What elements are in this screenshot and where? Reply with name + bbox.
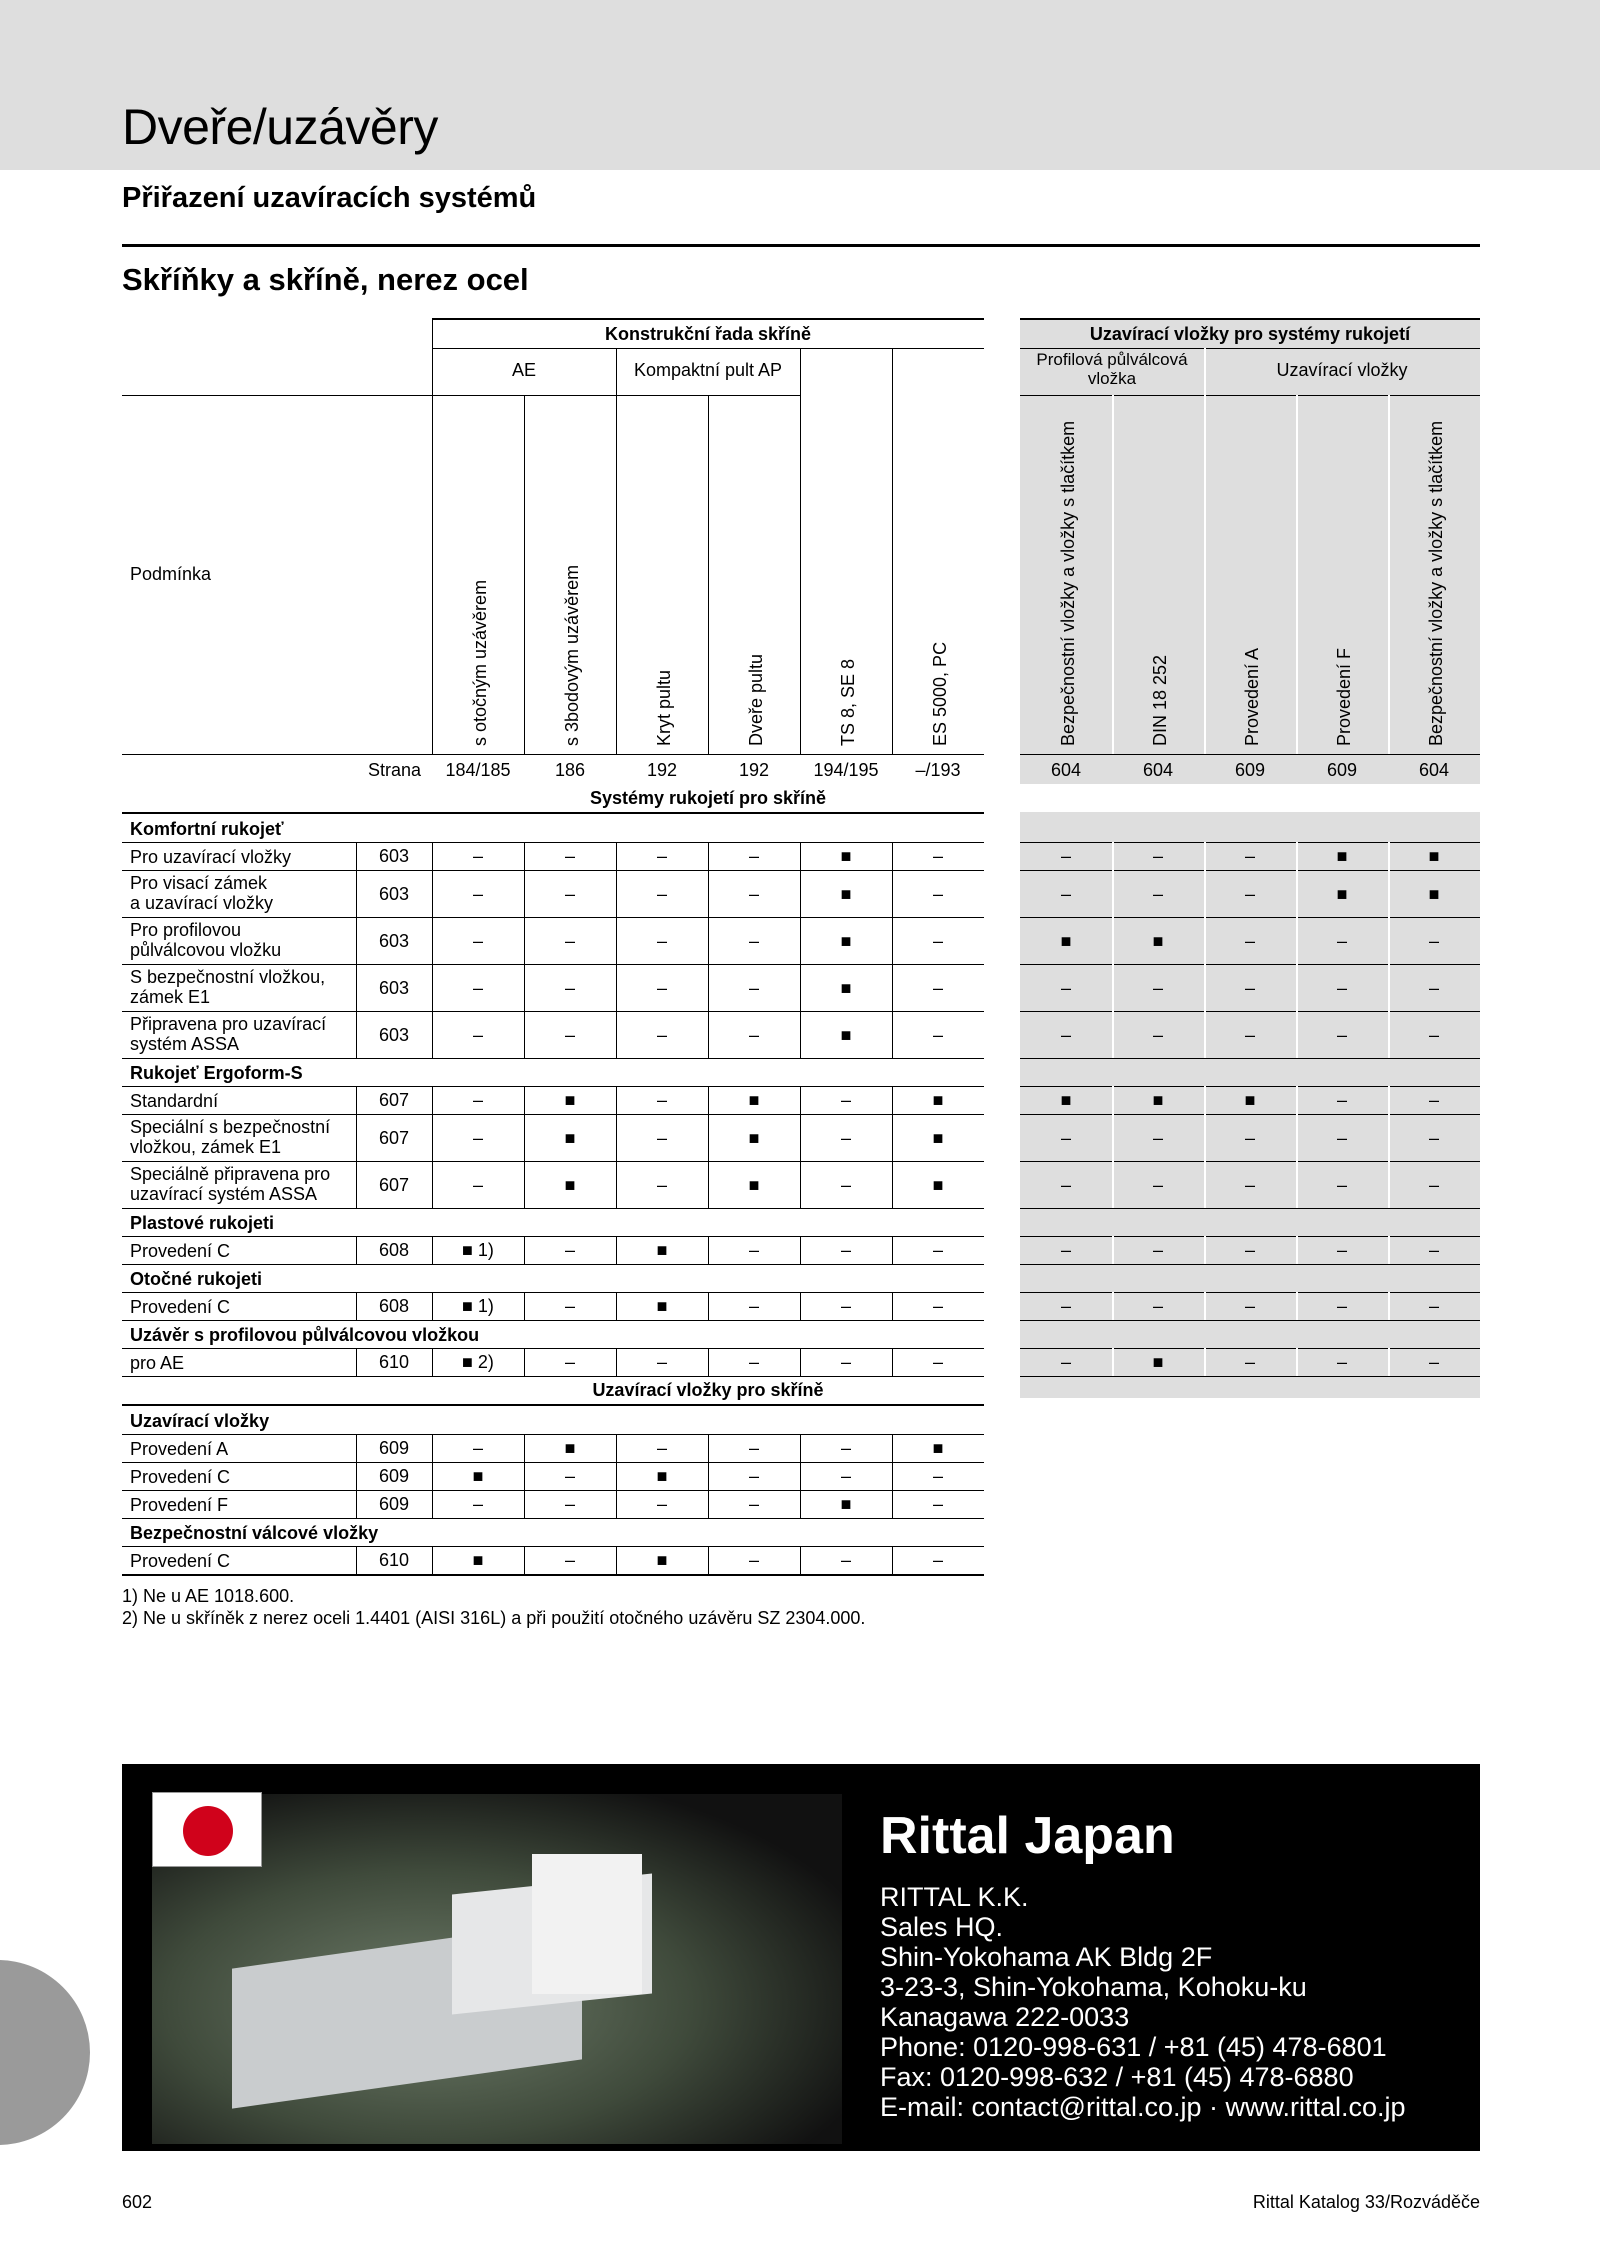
cell-value: – xyxy=(472,883,483,904)
row-page: 603 xyxy=(378,846,410,866)
subheader-vlozky: Uzavírací vložky xyxy=(1276,360,1408,380)
cell-value: – xyxy=(932,930,943,951)
table-rule xyxy=(122,1086,984,1087)
table-vrule xyxy=(616,395,617,754)
cell-value: – xyxy=(472,1174,483,1195)
row-page: 610 xyxy=(378,1550,410,1570)
cell-value: ■ xyxy=(840,1024,852,1045)
row-label: Pro profilovou půlválcovou vložku xyxy=(130,920,282,961)
table-rule xyxy=(1020,318,1480,320)
cell-value: – xyxy=(1244,930,1255,951)
cell-value: ■ xyxy=(656,1466,668,1486)
cell-value: – xyxy=(656,930,667,951)
row-rule xyxy=(122,917,984,918)
cell-value: ■ xyxy=(840,977,852,998)
table-rule xyxy=(122,1434,984,1435)
cell-value: – xyxy=(564,846,575,866)
page-tab-marker xyxy=(0,1960,90,2145)
cell-value: – xyxy=(1244,883,1255,904)
cell-value: ■ xyxy=(932,1090,944,1110)
column-header: Provedení A xyxy=(1242,647,1262,746)
cell-divider xyxy=(1112,395,1114,754)
cell-value: – xyxy=(1060,1174,1071,1195)
table-vrule xyxy=(432,318,433,754)
cell-value: – xyxy=(748,1438,759,1458)
cell-value: ■ xyxy=(1152,1352,1164,1372)
cell-value: ■ xyxy=(564,1174,576,1195)
cell-value: – xyxy=(656,1174,667,1195)
row-label: Provedení A xyxy=(130,1439,229,1459)
rittal-japan-banner xyxy=(122,1764,1480,2151)
cell-value: – xyxy=(1336,1296,1347,1316)
row-label: pro AE xyxy=(130,1353,185,1373)
cell-value: – xyxy=(748,846,759,866)
row-label: Provedení C xyxy=(130,1551,231,1571)
cell-value: – xyxy=(1152,1024,1163,1045)
cell-value: ■ xyxy=(564,1438,576,1458)
row-rule xyxy=(1020,1348,1480,1349)
cell-value: ■ xyxy=(840,846,852,866)
row-rule xyxy=(1020,1086,1480,1087)
table-rule xyxy=(432,318,984,320)
group-label: Uzavírací vložky xyxy=(130,1411,270,1431)
row-page: 608 xyxy=(378,1240,410,1260)
cell-value: – xyxy=(1336,1240,1347,1260)
cell-value: – xyxy=(656,1024,667,1045)
cell-value: – xyxy=(840,1127,851,1148)
table-rule xyxy=(122,1574,984,1576)
cell-value: – xyxy=(840,1296,851,1316)
cell-value: – xyxy=(1336,1127,1347,1148)
cell-value: ■ xyxy=(840,883,852,904)
cell-value: ■ xyxy=(656,1296,668,1316)
cell-value: – xyxy=(932,977,943,998)
page-ref: 604 xyxy=(1050,760,1082,780)
row-rule xyxy=(122,1114,984,1115)
cell-value: – xyxy=(1060,977,1071,998)
cell-value: – xyxy=(1428,977,1439,998)
cell-value: ■ xyxy=(472,1466,484,1486)
row-rule xyxy=(122,1208,984,1209)
cell-value: – xyxy=(840,1466,851,1486)
cell-value: – xyxy=(1152,1127,1163,1148)
cell-value: – xyxy=(932,1466,943,1486)
section-title: Skříňky a skříně, nerez ocel xyxy=(122,262,529,297)
column-header: ES 5000, PC xyxy=(930,641,950,746)
table-vrule xyxy=(708,395,709,754)
cell-value: – xyxy=(564,1296,575,1316)
row-label: Provedení C xyxy=(130,1297,231,1317)
cell-value: – xyxy=(564,1240,575,1260)
banner-line: Phone: 0120-998-631 / +81 (45) 478-6801 xyxy=(880,2032,1387,2062)
row-rule xyxy=(122,1462,984,1463)
row-label: Provedení F xyxy=(130,1495,229,1515)
cell-value: – xyxy=(656,1438,667,1458)
cell-value: – xyxy=(656,977,667,998)
column-header: Dveře pultu xyxy=(746,653,766,746)
cell-value: – xyxy=(932,846,943,866)
cell-value: – xyxy=(564,1494,575,1514)
cell-value: – xyxy=(564,883,575,904)
cell-value: – xyxy=(1152,1174,1163,1195)
table-rule xyxy=(122,754,432,755)
cell-value: – xyxy=(932,1240,943,1260)
group-label: Rukojeť Ergoform-S xyxy=(130,1063,303,1083)
subheader-profil: Profilová půlválcová vložka xyxy=(1036,350,1188,389)
cell-value: – xyxy=(748,1024,759,1045)
page-subtitle: Přiřazení uzavíracích systémů xyxy=(122,182,537,214)
group-label: Plastové rukojeti xyxy=(130,1213,275,1233)
cell-value: – xyxy=(1244,846,1255,866)
cell-value: – xyxy=(1244,1240,1255,1260)
cell-value: ■ xyxy=(656,1550,668,1570)
row-rule xyxy=(1020,1292,1480,1293)
cell-value: – xyxy=(748,1296,759,1316)
banner-line: RITTAL K.K. xyxy=(880,1882,1029,1912)
cell-value: – xyxy=(1060,1296,1071,1316)
page-ref: 609 xyxy=(1326,760,1358,780)
cell-value: – xyxy=(840,1174,851,1195)
cell-value: – xyxy=(1152,846,1163,866)
column-header: DIN 18 252 xyxy=(1150,654,1170,746)
banner-line: Sales HQ. xyxy=(880,1912,1004,1942)
page-ref: –/193 xyxy=(915,760,961,780)
cell-value: ■ xyxy=(748,1090,760,1110)
cell-value: – xyxy=(1336,1174,1347,1195)
cell-value: ■ xyxy=(840,1494,852,1514)
footnote: 1) Ne u AE 1018.600. xyxy=(122,1586,295,1606)
cell-value: – xyxy=(1152,1296,1163,1316)
table-rule xyxy=(432,754,984,755)
table-rule xyxy=(1020,348,1480,349)
cell-value: – xyxy=(472,1438,483,1458)
cell-value: – xyxy=(472,1494,483,1514)
cell-value: – xyxy=(932,1024,943,1045)
row-label: Připravena pro uzavírací systém ASSA xyxy=(130,1014,327,1055)
cell-value: – xyxy=(564,930,575,951)
row-rule xyxy=(122,964,984,965)
row-page: 607 xyxy=(378,1174,410,1195)
cell-value: ■ xyxy=(1152,1090,1164,1110)
column-header: Provedení F xyxy=(1334,647,1354,746)
banner-line: Shin-Yokohama AK Bldg 2F xyxy=(880,1942,1213,1972)
page-ref: 194/195 xyxy=(813,760,879,780)
page-ref: 609 xyxy=(1234,760,1266,780)
row-page: 603 xyxy=(378,930,410,951)
cell-value: – xyxy=(748,930,759,951)
row-rule xyxy=(1020,1264,1480,1265)
cell-value: – xyxy=(472,930,483,951)
table-rule xyxy=(122,1236,984,1237)
cell-value: – xyxy=(656,1090,667,1110)
cell-value: ■ xyxy=(1060,1090,1072,1110)
cell-value: – xyxy=(1428,1352,1439,1372)
cell-value: – xyxy=(1428,1174,1439,1195)
table-rule xyxy=(1020,395,1480,396)
cell-value: – xyxy=(1244,1174,1255,1195)
cell-value: – xyxy=(1244,977,1255,998)
cell-value: – xyxy=(1244,1024,1255,1045)
banner-line: 3-23-3, Shin-Yokohama, Kohoku-ku xyxy=(880,1972,1307,2002)
cell-value: – xyxy=(1428,930,1439,951)
cell-value: – xyxy=(1060,883,1071,904)
group-label: Komfortní rukojeť xyxy=(130,819,284,839)
row-page: 607 xyxy=(378,1090,410,1110)
row-label: Provedení C xyxy=(130,1241,231,1261)
row-page: 603 xyxy=(378,1024,410,1045)
row-rule xyxy=(1020,1011,1480,1012)
cell-value: ■ xyxy=(932,1438,944,1458)
row-rule xyxy=(1020,1208,1480,1209)
row-label: Speciální s bezpečnostní vložkou, zámek E1 xyxy=(130,1117,331,1158)
subheader-ae: AE xyxy=(511,360,536,380)
cell-value: – xyxy=(1336,1024,1347,1045)
column-header: Bezpečnostní vložky a vložky s tlačítkem xyxy=(1058,420,1078,746)
cell-value: – xyxy=(564,1352,575,1372)
building-shape xyxy=(532,1854,642,1994)
cell-value: ■ xyxy=(748,1127,760,1148)
cell-value: ■ xyxy=(1336,846,1348,866)
cell-value: – xyxy=(932,1296,943,1316)
group-label: Uzávěr s profilovou půlválcovou vložkou xyxy=(130,1325,480,1345)
row-label: Standardní xyxy=(130,1091,219,1111)
banner-line: Fax: 0120-998-632 / +81 (45) 478-6880 xyxy=(880,2062,1354,2092)
row-page: 610 xyxy=(378,1352,410,1372)
cell-value: – xyxy=(656,1494,667,1514)
cell-value: ■ xyxy=(932,1174,944,1195)
page-ref: 604 xyxy=(1418,760,1450,780)
table-rule xyxy=(122,812,984,814)
row-rule xyxy=(122,870,984,871)
subheader-ap: Kompaktní pult AP xyxy=(633,360,783,380)
column-header: TS 8, SE 8 xyxy=(838,658,858,746)
cell-value: – xyxy=(932,1550,943,1570)
japan-flag-icon xyxy=(152,1792,262,1867)
row-label: S bezpečnostní vložkou, zámek E1 xyxy=(130,967,326,1008)
table-rule xyxy=(432,348,984,349)
cell-value: – xyxy=(564,1466,575,1486)
cell-value: – xyxy=(1428,1127,1439,1148)
page-ref: 604 xyxy=(1142,760,1174,780)
row-label: Provedení C xyxy=(130,1467,231,1487)
cell-value: ■ 1) xyxy=(462,1296,494,1316)
page-ref: 186 xyxy=(554,760,586,780)
divider xyxy=(122,244,1480,247)
cell-value: ■ xyxy=(748,1174,760,1195)
cell-value: – xyxy=(1428,1296,1439,1316)
cell-value: ■ xyxy=(1428,846,1440,866)
table-rule xyxy=(122,842,984,843)
cell-value: – xyxy=(1152,1240,1163,1260)
cell-value: – xyxy=(748,1352,759,1372)
column-header: s otočným uzávěrem xyxy=(470,579,490,746)
cell-value: – xyxy=(1428,1090,1439,1110)
table-vrule xyxy=(800,395,801,754)
cell-value: – xyxy=(1244,1352,1255,1372)
row-page: 609 xyxy=(378,1466,410,1486)
row-rule xyxy=(1020,964,1480,965)
cell-divider xyxy=(1388,395,1390,754)
row-page: 609 xyxy=(378,1494,410,1514)
row-rule xyxy=(1020,1058,1480,1059)
row-rule xyxy=(1020,1161,1480,1162)
row-label: Speciálně připravena pro uzavírací systém ASSA xyxy=(130,1164,331,1205)
group-header-right: Uzavírací vložky pro systémy rukojetí xyxy=(1089,324,1411,344)
page-row-label: Strana xyxy=(368,760,422,780)
row-rule xyxy=(122,1161,984,1162)
group-label: Otočné rukojeti xyxy=(130,1269,263,1289)
row-rule xyxy=(1020,917,1480,918)
cell-value: – xyxy=(1336,977,1347,998)
banner-line: E-mail: contact@rittal.co.jp · www.rittal.co.jp xyxy=(880,2092,1406,2122)
cell-value: – xyxy=(1336,930,1347,951)
condition-label: Podmínka xyxy=(130,564,212,584)
cell-value: – xyxy=(656,1352,667,1372)
cell-value: – xyxy=(840,1240,851,1260)
cell-value: ■ 1) xyxy=(462,1240,494,1260)
row-rule xyxy=(1020,842,1480,843)
page-ref: 192 xyxy=(738,760,770,780)
cell-value: – xyxy=(1152,977,1163,998)
row-rule xyxy=(122,1058,984,1059)
cell-value: – xyxy=(840,1550,851,1570)
page-number: 602 xyxy=(122,2192,153,2212)
cell-value: – xyxy=(748,1466,759,1486)
cell-value: – xyxy=(1060,1240,1071,1260)
cell-value: – xyxy=(932,883,943,904)
cell-value: – xyxy=(932,1352,943,1372)
section-header: Systémy rukojetí pro skříně xyxy=(589,788,827,808)
cell-value: – xyxy=(840,1352,851,1372)
table-rule xyxy=(122,1546,984,1547)
cell-value: ■ xyxy=(1152,930,1164,951)
cell-value: – xyxy=(472,846,483,866)
cell-value: – xyxy=(1244,1127,1255,1148)
cell-divider xyxy=(1204,395,1206,754)
cell-value: ■ xyxy=(472,1550,484,1570)
row-label: Pro uzavírací vložky xyxy=(130,847,292,867)
row-rule xyxy=(1020,1114,1480,1115)
cell-value: – xyxy=(748,883,759,904)
table-rule xyxy=(122,1404,984,1406)
row-page: 609 xyxy=(378,1438,410,1458)
cell-value: – xyxy=(472,1024,483,1045)
cell-value: ■ xyxy=(1060,930,1072,951)
cell-value: – xyxy=(1060,1352,1071,1372)
cell-value: – xyxy=(1428,1240,1439,1260)
cell-value: – xyxy=(932,1494,943,1514)
banner-heading: Rittal Japan xyxy=(880,1807,1175,1865)
table-rule xyxy=(122,395,800,396)
table-vrule xyxy=(892,395,893,754)
cell-value: – xyxy=(748,1494,759,1514)
column-header: Kryt pultu xyxy=(654,669,674,746)
table-rule xyxy=(122,1348,984,1349)
cell-value: – xyxy=(748,977,759,998)
cell-value: ■ xyxy=(564,1127,576,1148)
row-page: 603 xyxy=(378,883,410,904)
cell-value: – xyxy=(748,1240,759,1260)
row-label: Pro visací zámek a uzavírací vložky xyxy=(130,873,274,914)
cell-value: ■ xyxy=(656,1240,668,1260)
cell-value: – xyxy=(840,1090,851,1110)
table-rule xyxy=(122,1292,984,1293)
cell-value: – xyxy=(1428,1024,1439,1045)
row-rule xyxy=(122,1490,984,1491)
section-header: Uzavírací vložky pro skříně xyxy=(592,1380,824,1400)
cell-value: – xyxy=(472,1090,483,1110)
row-rule xyxy=(122,1264,984,1265)
row-page: 607 xyxy=(378,1127,410,1148)
cell-value: – xyxy=(1060,1127,1071,1148)
cell-value: – xyxy=(564,977,575,998)
cell-value: – xyxy=(472,1127,483,1148)
cell-value: – xyxy=(564,1550,575,1570)
row-rule xyxy=(122,1376,984,1377)
cell-divider xyxy=(1296,395,1298,754)
row-rule xyxy=(122,1320,984,1321)
cell-value: – xyxy=(656,1127,667,1148)
row-rule xyxy=(1020,1376,1480,1377)
cell-value: – xyxy=(840,1438,851,1458)
cell-value: ■ xyxy=(1428,883,1440,904)
page-ref: 192 xyxy=(646,760,678,780)
row-rule xyxy=(1020,1320,1480,1321)
catalog-name: Rittal Katalog 33/Rozváděče xyxy=(1252,2192,1480,2212)
cell-value: ■ xyxy=(840,930,852,951)
cell-value: – xyxy=(472,977,483,998)
cell-value: – xyxy=(1060,846,1071,866)
table-rule xyxy=(1020,754,1480,755)
cell-value: – xyxy=(1152,883,1163,904)
row-rule xyxy=(122,1011,984,1012)
cell-value: ■ xyxy=(1336,883,1348,904)
cell-value: – xyxy=(656,846,667,866)
cell-value: – xyxy=(1336,1090,1347,1110)
row-rule xyxy=(1020,870,1480,871)
cell-value: – xyxy=(1060,1024,1071,1045)
cell-value: ■ xyxy=(564,1090,576,1110)
cell-value: – xyxy=(1336,1352,1347,1372)
cell-value: – xyxy=(748,1550,759,1570)
cell-value: – xyxy=(564,1024,575,1045)
row-page: 603 xyxy=(378,977,410,998)
column-header: Bezpečnostní vložky a vložky s tlačítkem xyxy=(1426,420,1446,746)
page-ref: 184/185 xyxy=(445,760,511,780)
table-vrule xyxy=(524,395,525,754)
row-rule xyxy=(122,1518,984,1519)
cell-value: ■ xyxy=(932,1127,944,1148)
column-header: s 3bodovým uzávěrem xyxy=(562,564,582,746)
row-page: 608 xyxy=(378,1296,410,1316)
page-title: Dveře/uzávěry xyxy=(122,99,438,155)
cell-value: ■ 2) xyxy=(462,1352,494,1372)
footnote: 2) Ne u skříněk z nerez oceli 1.4401 (AISI 316L) a při použití otočného uzávěru SZ 2304.000. xyxy=(122,1608,866,1628)
cell-value: – xyxy=(656,883,667,904)
cell-value: – xyxy=(1244,1296,1255,1316)
group-label: Bezpečnostní válcové vložky xyxy=(130,1523,379,1543)
group-header-left: Konstrukční řada skříně xyxy=(604,324,812,344)
cell-value: ■ xyxy=(1244,1090,1256,1110)
banner-line: Kanagawa 222-0033 xyxy=(880,2002,1130,2032)
row-rule xyxy=(1020,1236,1480,1237)
